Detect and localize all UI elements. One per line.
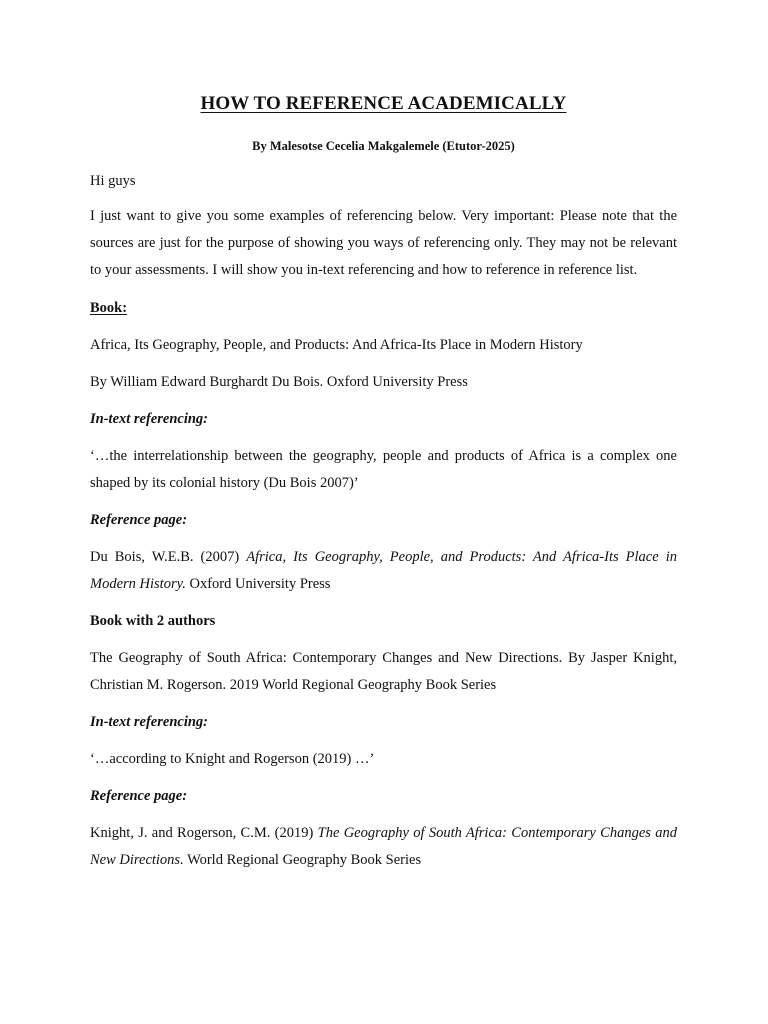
book2-reference-entry [90, 820, 677, 874]
book-intext-quote: ‘…the interrelationship between the geography, people and products of Africa is a complex one shaped by its colonial history (Du Bois 2007)’ [90, 448, 677, 491]
author-byline: By Malesotse Cecelia Makgalemele (Etutor-2025) [252, 139, 515, 153]
book2-description: The Geography of South Africa: Contemporary Changes and New Directions. By Jasper Knight, Christian M. Rogerson. 2019 World Regional Geography Book Series [90, 650, 677, 693]
book2-reference-prefix: Knight, J. and Rogerson, C.M. (2019) [90, 825, 318, 841]
book-intext-heading: In-text referencing: [90, 411, 208, 427]
book2-reference-series: World Regional Geography Book Series [183, 852, 422, 868]
book2-reference-title: The Geography of South Africa: Contemporary Changes and New Directions. [90, 825, 677, 868]
greeting: Hi guys [90, 173, 136, 189]
book-reference-title: Africa, Its Geography, People, and Products: And Africa-Its Place in Modern History. [90, 549, 677, 592]
book2-intext-heading: In-text referencing: [90, 714, 208, 730]
book-reference-entry [90, 544, 677, 598]
document-title: HOW TO REFERENCE ACADEMICALLY [200, 93, 567, 114]
book2-heading: Book with 2 authors [90, 613, 216, 629]
book-reference-prefix: Du Bois, W.E.B. (2007) [90, 549, 247, 565]
book-title-line: Africa, Its Geography, People, and Products: And Africa-Its Place in Modern History [90, 337, 583, 353]
book-reference-publisher: Oxford University Press [185, 576, 331, 592]
book2-refpage-heading: Reference page: [90, 788, 188, 804]
intro-paragraph: I just want to give you some examples of referencing below. Very important: Please note that the sources are just for the purpose of showing you ways of referencing only. They may not be relevant to your assessments. I will show you in-text referencing and how to reference in reference list. [90, 208, 677, 278]
book-heading: Book: [90, 300, 128, 316]
book-author-line: By William Edward Burghardt Du Bois. Oxford University Press [90, 374, 468, 390]
book2-intext-quote: ‘…according to Knight and Rogerson (2019) …’ [90, 751, 375, 767]
book-refpage-heading: Reference page: [90, 512, 188, 528]
